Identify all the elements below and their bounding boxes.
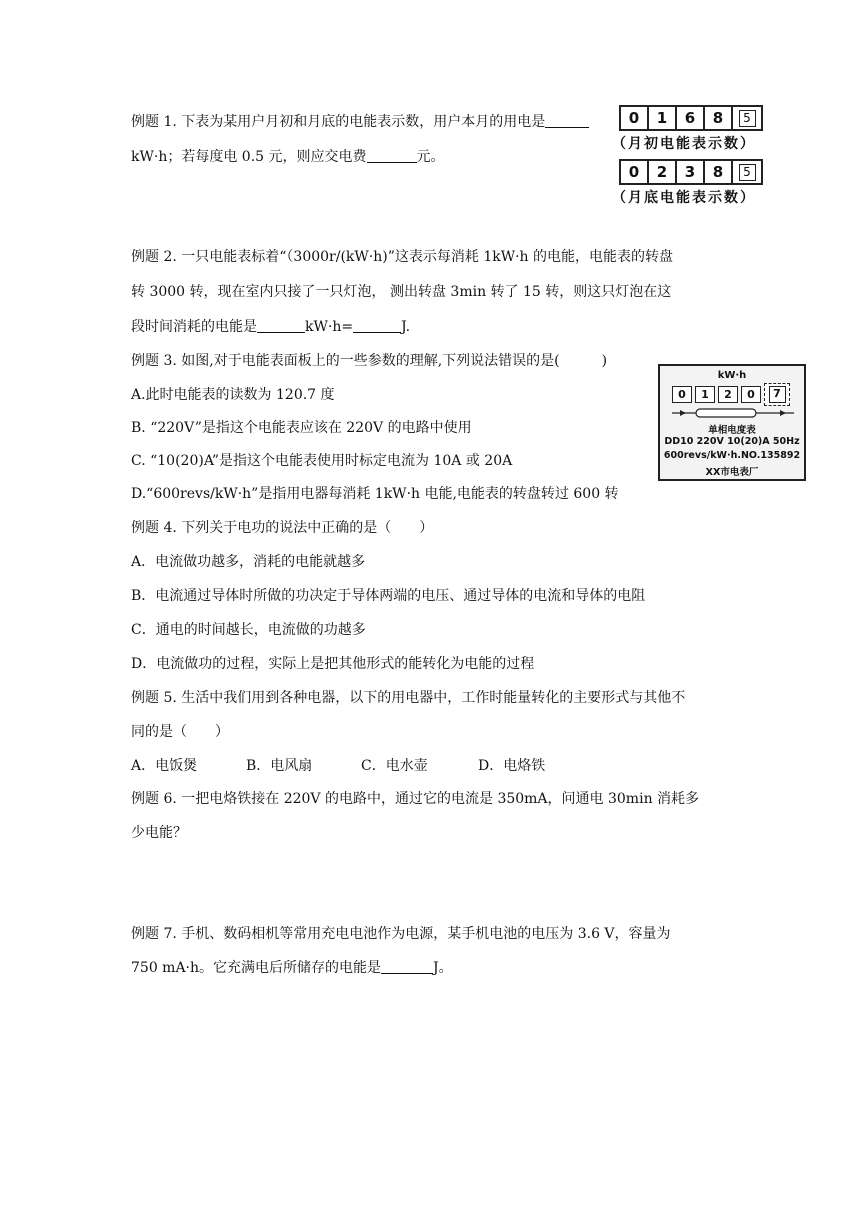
meter-name: 单相电度表 (708, 425, 756, 436)
meter-end-readout (619, 159, 763, 185)
meter-digit: 1 (695, 386, 715, 403)
meter-digit: 0 (741, 386, 761, 403)
example2-line1: 例题 2. 一只电能表标着“（3000r/(kW·h)”这表示每消耗 1kW·h 的电能，电能表的转盘 (131, 249, 674, 265)
example2-line3: 段时间消耗的电能是 kW·h= J. (131, 319, 411, 335)
answer-blank[interactable] (257, 318, 305, 333)
example5-option-d: D．电烙铁 (478, 758, 546, 774)
example5-options (131, 757, 545, 775)
meter-digit: 0 (672, 386, 692, 403)
answer-blank[interactable] (367, 148, 417, 163)
example5-option-c: C．电水壶 (361, 758, 428, 774)
meter-unit-label: kW·h (717, 370, 747, 381)
answer-blank[interactable] (381, 959, 433, 974)
meter-panel-figure (658, 364, 806, 481)
meter-digit: 8 (705, 161, 733, 183)
example7-line1: 例题 7. 手机、数码相机等常用充电电池作为电源，某手机电池的电压为 3.6 V，容量为 (131, 926, 671, 942)
meter-panel-digits (672, 386, 790, 406)
example3-option-d: D.“600revs/kW·h”是指用电器每消耗 1kW·h 电能,电能表的转盘转过 600 转 (131, 486, 619, 502)
example4-option-a: A．电流做功越多，消耗的电能就越多 (131, 554, 366, 570)
example4-question: 例题 4. 下列关于电功的说法中正确的是（ ） (131, 520, 434, 536)
example3-question: 例题 3. 如图,对于电能表面板上的一些参数的理解,下列说法错误的是( ) (131, 353, 608, 369)
meter-end-caption: （月底电能表示数） (612, 190, 756, 206)
example3-option-a: A.此时电能表的读数为 120.7 度 (131, 387, 335, 403)
meter-fraction-digit: 5 (733, 107, 761, 129)
answer-blank[interactable] (353, 318, 401, 333)
example1-line1: 例题 1. 下表为某用户月初和月底的电能表示数，用户本月的用电是 (131, 113, 589, 131)
meter-digit: 0 (621, 161, 649, 183)
answer-blank[interactable] (545, 113, 589, 128)
example1-line2: kW·h；若每度电 0.5 元，则应交电费 元。 (131, 149, 445, 165)
example5-line1: 例题 5. 生活中我们用到各种电器，以下的用电器中，工作时能量转化的主要形式与其他不 (131, 690, 686, 706)
example4-option-c: C．通电的时间越长，电流做的功越多 (131, 622, 366, 638)
meter-digit: 0 (621, 107, 649, 129)
example5-option-b: B．电风扇 (246, 758, 313, 774)
example7-line2: 750 mA·h。它充满电后所储存的电能是 J。 (131, 960, 453, 976)
meter-digit: 8 (705, 107, 733, 129)
meter-maker: XX市电表厂 (705, 467, 759, 478)
meter-digit: 2 (718, 386, 738, 403)
example3-option-b: B. “220V”是指这个电能表应该在 220V 的电路中使用 (131, 420, 472, 436)
meter-digit: 6 (677, 107, 705, 129)
meter-digit: 1 (649, 107, 677, 129)
meter-fraction-digit: 7 (764, 383, 790, 406)
example6-line2: 少电能？ (131, 825, 187, 841)
meter-spec-line1: DD10 220V 10(20)A 50Hz (664, 436, 800, 447)
meter-disc-arrow-icon (670, 406, 798, 420)
example2-line2: 转 3000 转，现在室内只接了一只灯泡， 测出转盘 3min 转了 15 转，则这只灯泡在这 (131, 284, 672, 300)
example3-option-c: C. “10(20)A”是指这个电能表使用时标定电流为 10A 或 20A (131, 453, 513, 469)
example5-line2: 同的是（ ） (131, 724, 229, 740)
meter-start-readout (619, 105, 763, 131)
meter-digit: 3 (677, 161, 705, 183)
meter-fraction-digit: 5 (733, 161, 761, 183)
example5-option-a: A．电饭煲 (131, 758, 198, 774)
meter-spec-line2: 600revs/kW·h.NO.135892 (663, 450, 801, 461)
example4-option-d: D．电流做功的过程，实际上是把其他形式的能转化为电能的过程 (131, 656, 535, 672)
meter-start-caption: （月初电能表示数） (612, 136, 756, 152)
meter-digit: 2 (649, 161, 677, 183)
example4-option-b: B．电流通过导体时所做的功决定于导体两端的电压、通过导体的电流和导体的电阻 (131, 588, 646, 604)
example6-line1: 例题 6. 一把电烙铁接在 220V 的电路中，通过它的电流是 350mA，问通电 30min 消耗多 (131, 791, 700, 807)
